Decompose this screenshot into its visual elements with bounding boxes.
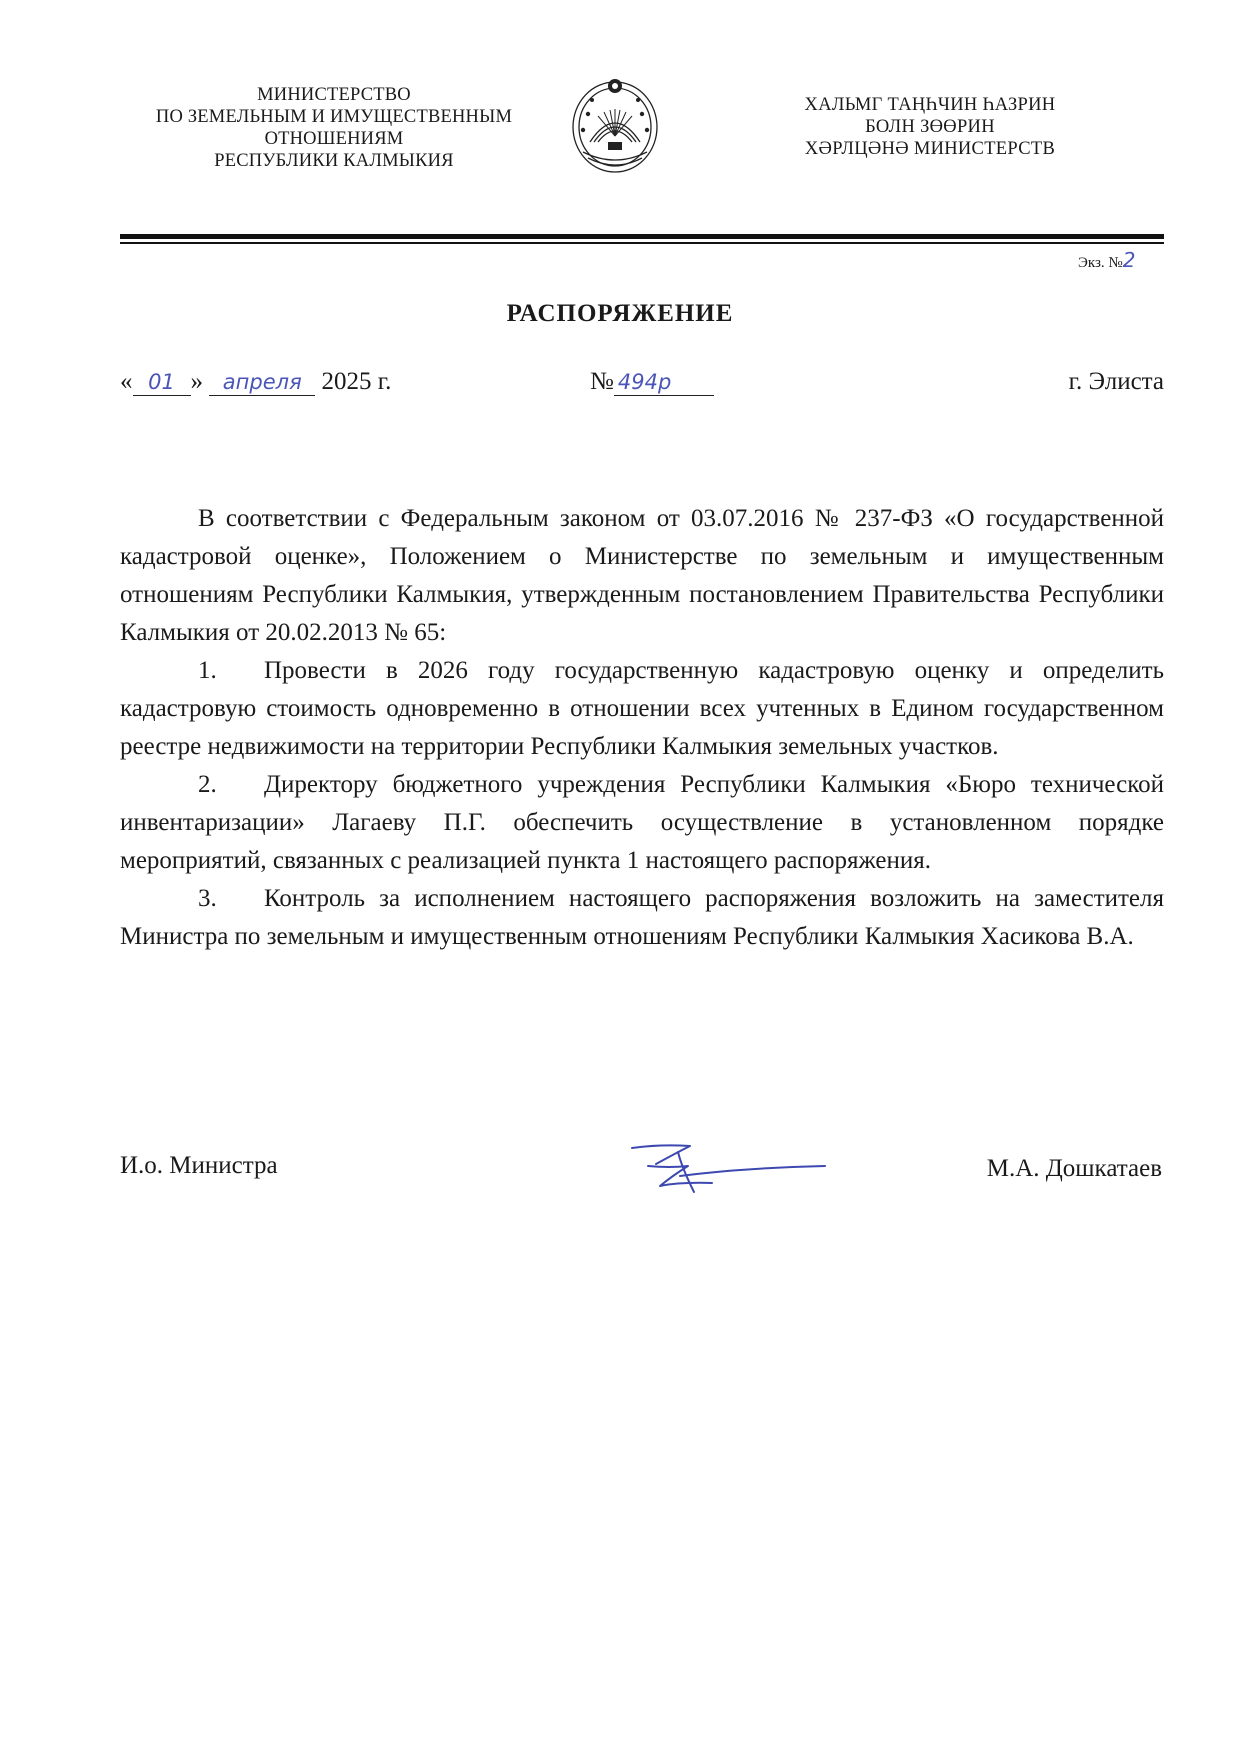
order-number — [590, 368, 714, 396]
handwritten-signature-icon — [620, 1136, 840, 1200]
item-text: Контроль за исполнением настоящего распоряжения возложить на заместителя Министра по земельным и имущественным отношениям Республики Калмыкия Хасикова В.А. — [120, 885, 1164, 950]
date-month: апреля — [209, 369, 315, 396]
date-open-quote: « — [120, 368, 133, 395]
ministry-name-kalmyk — [760, 94, 1100, 160]
copy-number-label: Экз. № — [1078, 255, 1123, 271]
ministry-name-line: ХАЛЬМГ ТАҢҺЧИН ҺАЗРИН — [804, 95, 1056, 115]
ministry-name-russian — [120, 84, 548, 172]
item-number: 1. — [198, 657, 217, 684]
date-day: 01 — [133, 369, 191, 396]
signatory-position: И.о. Министра — [120, 1152, 278, 1179]
ministry-name-line: БОЛН ЗӨӨРИН — [865, 117, 995, 137]
date-year: 2025 г. — [321, 368, 392, 395]
preamble-paragraph: В соответствии с Федеральным законом от 03.07.2016 № 237-ФЗ «О государственной кадастровой оценке», Положением о Министерстве по земельным и имущественным отношениям Республики Калмыкия, утвержденным постановлением Правительства Республики Калмыкия от 20.02.2013 № 65: — [120, 505, 1164, 646]
order-number-value: 494р — [614, 369, 714, 396]
header-divider-thick — [120, 234, 1164, 239]
copy-number — [1078, 248, 1135, 272]
document-body — [120, 500, 1164, 956]
list-item — [120, 652, 1164, 766]
order-date — [120, 368, 391, 396]
item-text: Провести в 2026 году государственную кадастровую оценку и определить кадастровую стоимость одновременно в отношении всех учтенных в Едином государственном реестре недвижимости на территории Республики Калмыкия земельных участков. — [120, 657, 1164, 760]
order-number-label: № — [590, 368, 614, 395]
city: г. Элиста — [1068, 368, 1164, 395]
ministry-name-line: ОТНОШЕНИЯМ — [264, 129, 404, 149]
list-item — [120, 766, 1164, 880]
item-text: Директору бюджетного учреждения Республики Калмыкия «Бюро технической инвентаризации» Лагаеву П.Г. обеспечить осуществление в установленном порядке мероприятий, связанных с реализацией пункта 1 настоящего распоряжения. — [120, 771, 1164, 874]
document-title: РАСПОРЯЖЕНИЕ — [506, 300, 734, 327]
header-divider-thin — [120, 242, 1164, 244]
list-item — [120, 880, 1164, 956]
copy-number-value: 2 — [1122, 248, 1136, 272]
signatory-name: М.А. Дошкатаев — [986, 1155, 1162, 1182]
item-number: 2. — [198, 771, 217, 798]
ministry-name-line: ХӘРЛЦӘНӘ МИНИСТЕРСТВ — [804, 139, 1056, 159]
ministry-name-line: ПО ЗЕМЕЛЬНЫМ И ИМУЩЕСТВЕННЫМ — [155, 107, 513, 127]
date-close-quote: » — [190, 368, 203, 395]
kalmykia-coat-of-arms-icon — [568, 72, 662, 176]
ministry-name-line: МИНИСТЕРСТВО — [257, 85, 411, 105]
item-number: 3. — [198, 885, 217, 912]
ministry-name-line: РЕСПУБЛИКИ КАЛМЫКИЯ — [214, 151, 454, 171]
